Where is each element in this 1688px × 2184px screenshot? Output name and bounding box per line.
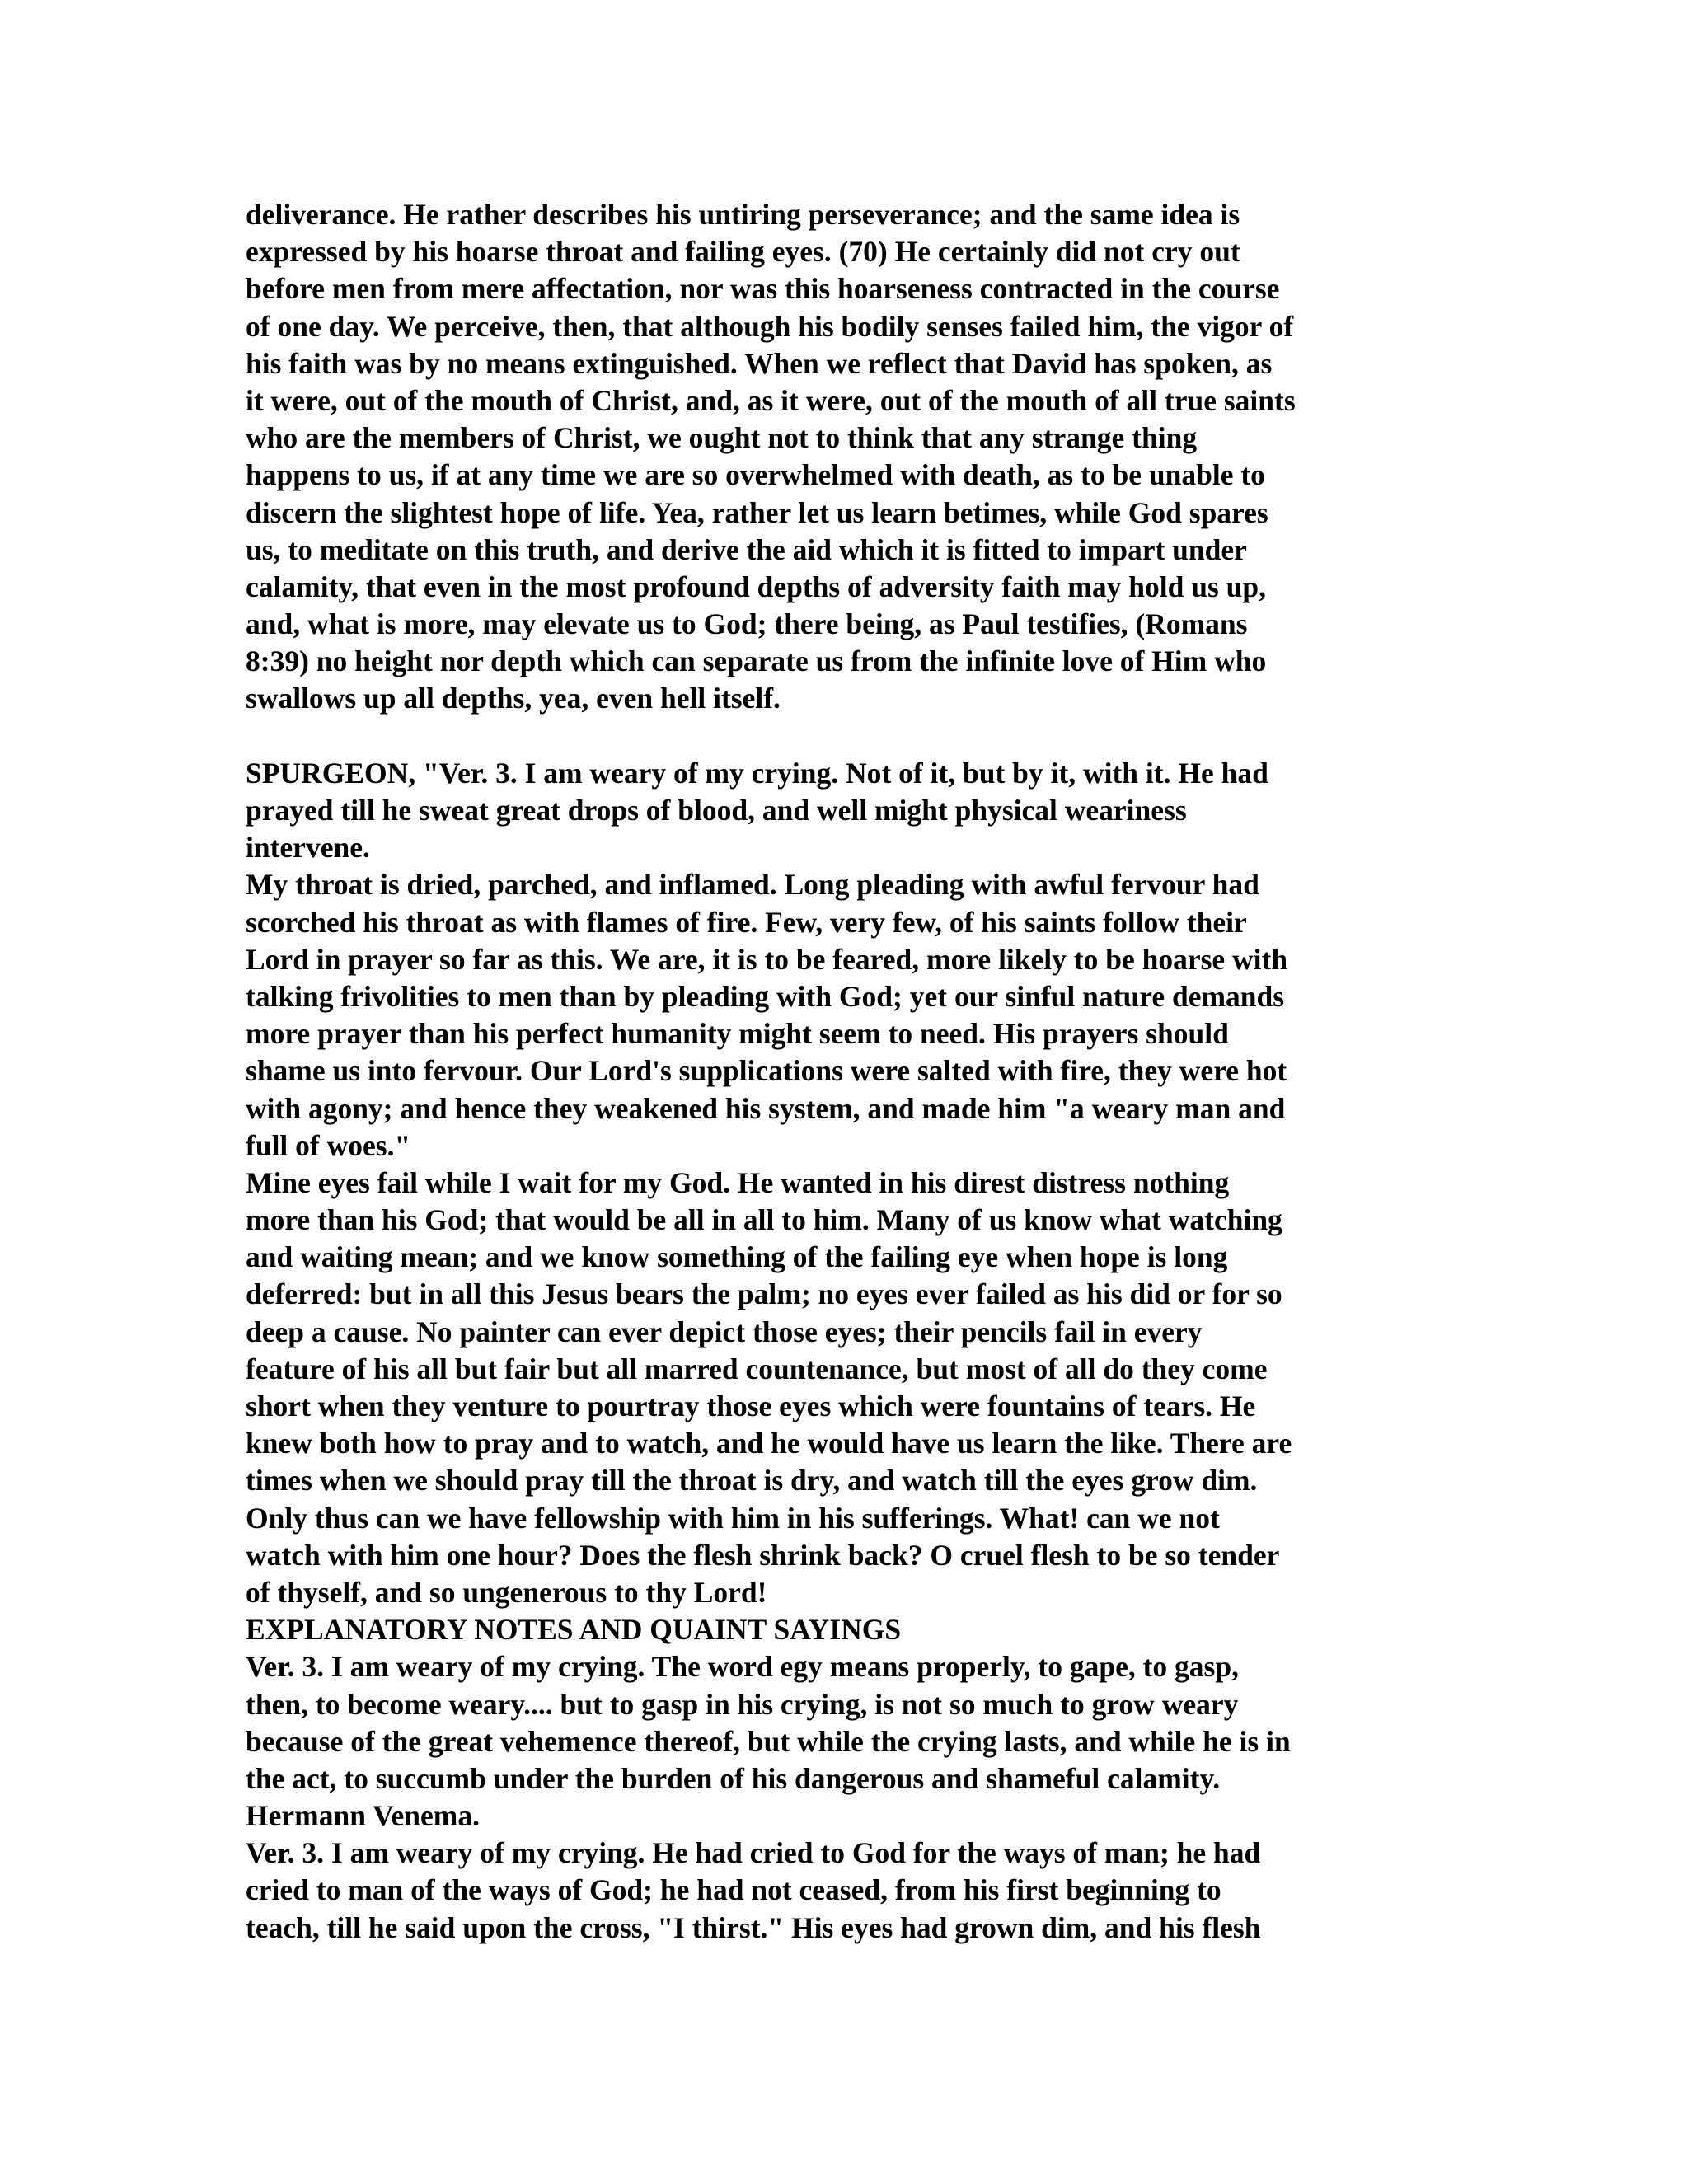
paragraph-spurgeon-intro <box>246 755 1441 867</box>
section-heading <box>246 1611 1441 1648</box>
text-line: discern the slightest hope of life. Yea, rather let us learn betimes, while God spares <box>246 495 1268 529</box>
text-line: scorched his throat as with flames of fire. Few, very few, of his saints follow their <box>246 905 1247 939</box>
text-line: of one day. We perceive, then, that although his bodily senses failed him, the vigor of <box>246 309 1294 343</box>
paragraph-spacer <box>246 718 1441 755</box>
text-line: prayed till he sweat great drops of blood, and well might physical weariness <box>246 794 1187 827</box>
text-line: Lord in prayer so far as this. We are, it is to be feared, more likely to be hoarse with <box>246 942 1288 976</box>
text-line: who are the members of Christ, we ought not to think that any strange thing <box>246 421 1198 455</box>
text-line: full of woes." <box>246 1128 411 1162</box>
text-line: short when they venture to pourtray those eyes which were fountains of tears. He <box>246 1390 1256 1422</box>
text-line: talking frivolities to men than by pleading with God; yet our sinful nature demands <box>246 979 1285 1013</box>
text-line: deep a cause. No painter can ever depict those eyes; their pencils fail in every <box>246 1315 1203 1348</box>
text-line: more prayer than his perfect humanity might seem to need. His prayers should <box>246 1017 1229 1051</box>
text-line: cried to man of the ways of God; he had not ceased, from his first beginning to <box>246 1873 1221 1907</box>
text-line: Hermann Venema. <box>246 1799 480 1833</box>
text-line: Only thus can we have fellowship with him in his sufferings. What! can we not <box>246 1501 1220 1535</box>
text-line: teach, till he said upon the cross, "I thirst." His eyes had grown dim, and his flesh <box>246 1910 1261 1944</box>
text-line: with agony; and hence they weakened his system, and made him "a weary man and <box>246 1091 1286 1125</box>
text-line: more than his God; that would be all in all to him. Many of us know what watching <box>246 1203 1282 1237</box>
text-line: calamity, that even in the most profound depths of adversity faith may hold us up, <box>246 569 1267 603</box>
heading-line: EXPLANATORY NOTES AND QUAINT SAYINGS <box>246 1613 902 1647</box>
text-line: Ver. 3. I am weary of my crying. He had cried to God for the ways of man; he had <box>246 1836 1261 1870</box>
text-line: his faith was by no means extinguished. When we reflect that David has spoken, as <box>246 346 1273 380</box>
paragraph-venema-note <box>246 1648 1441 1835</box>
text-line: times when we should pray till the throat is dry, and watch till the eyes grow dim. <box>246 1464 1258 1497</box>
text-line: Mine eyes fail while I wait for my God. He wanted in his direst distress nothing <box>246 1165 1230 1199</box>
text-line: us, to meditate on this truth, and derive the aid which it is fitted to impart under <box>246 532 1247 566</box>
text-line: deferred: but in all this Jesus bears the palm; no eyes ever failed as his did or for so <box>246 1277 1282 1311</box>
text-line: deliverance. He rather describes his untiring perseverance; and the same idea is <box>246 198 1240 231</box>
text-line: it were, out of the mouth of Christ, and, as it were, out of the mouth of all true saints <box>246 383 1296 417</box>
text-line: 8:39) no height nor depth which can separate us from the infinite love of Him who <box>246 644 1267 678</box>
text-line: My throat is dried, parched, and inflamed. Long pleading with awful fervour had <box>246 868 1259 902</box>
text-line: watch with him one hour? Does the flesh shrink back? O cruel flesh to be so tender <box>246 1538 1280 1572</box>
text-line: and, what is more, may elevate us to God; there being, as Paul testifies, (Romans <box>246 607 1248 641</box>
text-line: swallows up all depths, yea, even hell itself. <box>246 682 781 715</box>
paragraph-eyes-fail <box>246 1165 1441 1611</box>
document-page <box>246 196 1441 2050</box>
paragraph-throat-dried <box>246 866 1441 1165</box>
text-line: knew both how to pray and to watch, and he would have us learn the like. There are <box>246 1427 1292 1460</box>
text-line: SPURGEON, "Ver. 3. I am weary of my crying. Not of it, but by it, with it. He had <box>246 756 1268 790</box>
text-line: expressed by his hoarse throat and failing eyes. (70) He certainly did not cry out <box>246 235 1240 269</box>
text-line: because of the great vehemence thereof, but while the crying lasts, and while he is in <box>246 1724 1291 1758</box>
text-line: the act, to succumb under the burden of his dangerous and shameful calamity. <box>246 1761 1221 1795</box>
text-line: before men from mere affectation, nor was this hoarseness contracted in the course <box>246 272 1280 306</box>
text-line: shame us into fervour. Our Lord's supplications were salted with fire, they were hot <box>246 1054 1287 1088</box>
text-line: of thyself, and so ungenerous to thy Lord! <box>246 1575 767 1609</box>
text-line: happens to us, if at any time we are so overwhelmed with death, as to be unable to <box>246 458 1265 492</box>
text-line: and waiting mean; and we know something of the failing eye when hope is long <box>246 1240 1228 1274</box>
text-line: Ver. 3. I am weary of my crying. The word egy means properly, to gape, to gasp, <box>246 1650 1239 1684</box>
paragraph-calvin-commentary <box>246 196 1441 718</box>
text-line: feature of his all but fair but all marred countenance, but most of all do they come <box>246 1352 1268 1385</box>
text-line: then, to become weary.... but to gasp in his crying, is not so much to grow weary <box>246 1687 1239 1721</box>
paragraph-cried-to-god <box>246 1835 1441 1947</box>
text-line: intervene. <box>246 831 370 865</box>
